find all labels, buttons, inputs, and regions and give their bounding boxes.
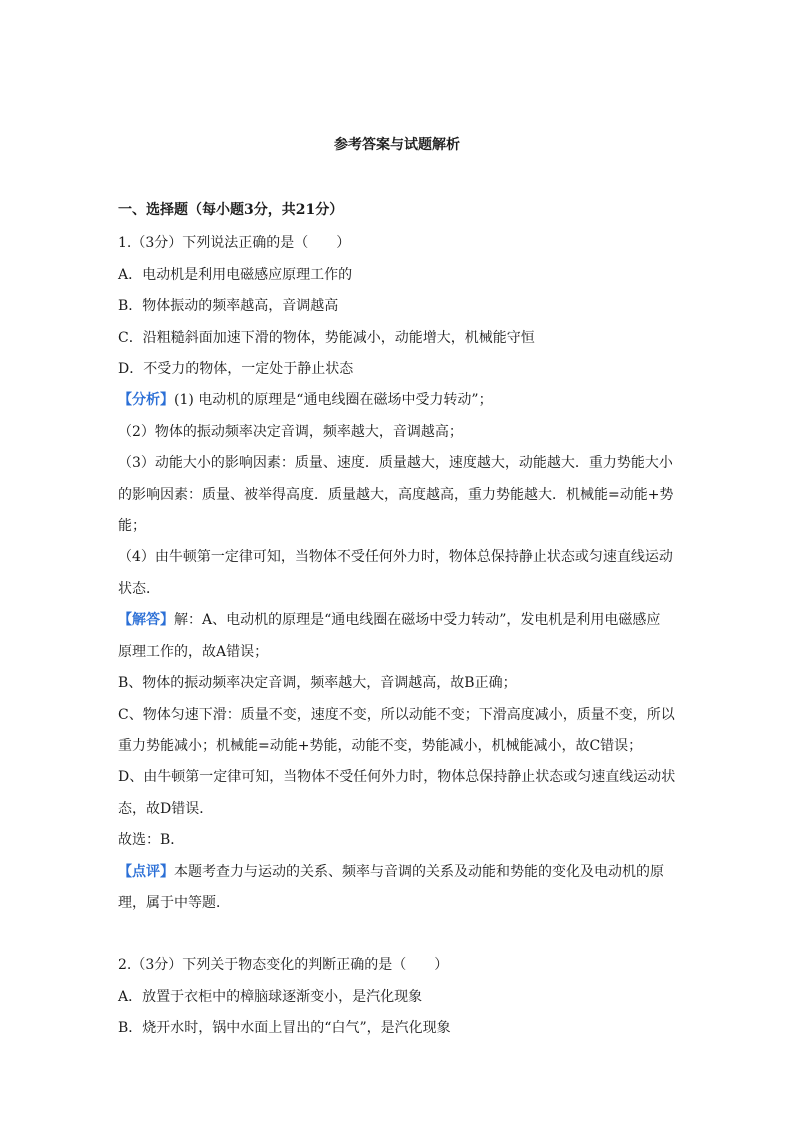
page-title: 参考答案与试题解析 [334,137,460,153]
content-body [118,195,678,1045]
analysis-tag: 【分析】 [118,392,174,409]
section-heading: 一、选择题（每小题3分，共21分） [118,202,344,218]
option-b: B．烧开水时，锅中水面上冒出的“白气”，是汽化现象 [118,1020,451,1037]
question-stem: 2.（3分）下列关于物态变化的判断正确的是（ ） [118,957,449,974]
analysis-line: 能； [118,518,146,535]
comment-tag: 【点评】 [118,863,174,880]
solution-line [118,605,678,636]
option-d: D．不受力的物体，一定处于静止状态 [118,361,354,378]
solution-line: 重力势能减小；机械能=动能+势能，动能不变，势能减小，机械能减小，故C错误； [118,737,643,754]
spacer [118,919,678,950]
comment-line: 理，属于中等题． [118,894,230,911]
analysis-line: 状态． [118,580,160,597]
solution-text: 解：A、电动机的原理是“通电线圈在磁场中受力转动”，发电机是利用电磁感应 [174,612,661,629]
comment-text: 本题考查力与运动的关系、频率与音调的关系及动能和势能的变化及电动机的原 [174,863,664,880]
comment-line [118,857,678,888]
solution-tag: 【解答】 [118,612,174,629]
analysis-line [118,385,678,416]
analysis-line: （2）物体的振动频率决定音调，频率越大，音调越高； [118,423,463,440]
solution-line: 原理工作的，故A错误； [118,643,269,660]
analysis-text: (1) 电动机的原理是“通电线圈在磁场中受力转动”； [174,392,493,409]
analysis-line: （4）由牛顿第一定律可知，当物体不受任何外力时，物体总保持静止状态或匀速直线运动 [118,549,673,566]
question-stem: 1.（3分）下列说法正确的是（ ） [118,235,351,252]
solution-line: 故选：B． [118,832,185,849]
option-b: B．物体振动的频率越高，音调越高 [118,298,339,315]
analysis-line: （3）动能大小的影响因素：质量、速度．质量越大，速度越大，动能越大．重力势能大小 [118,455,673,472]
solution-line: C、物体匀速下滑：质量不变，速度不变，所以动能不变；下滑高度减小，质量不变，所以 [118,706,675,723]
analysis-line: 的影响因素：质量、被举得高度．质量越大，高度越高，重力势能越大．机械能=动能+势 [118,486,674,503]
option-a: A．放置于衣柜中的樟脑球逐渐变小，是汽化现象 [118,988,423,1005]
solution-line: 态，故D错误． [118,800,214,817]
solution-line: B、物体的振动频率决定音调，频率越大，音调越高，故B正确； [118,675,517,692]
solution-line: D、由牛顿第一定律可知，当物体不受任何外力时，物体总保持静止状态或匀速直线运动状 [118,769,676,786]
question-1 [118,228,678,919]
question-2 [118,950,678,1044]
option-c: C．沿粗糙斜面加速下滑的物体，势能减小，动能增大，机械能守恒 [118,329,535,346]
option-a: A．电动机是利用电磁感应原理工作的 [118,266,353,283]
